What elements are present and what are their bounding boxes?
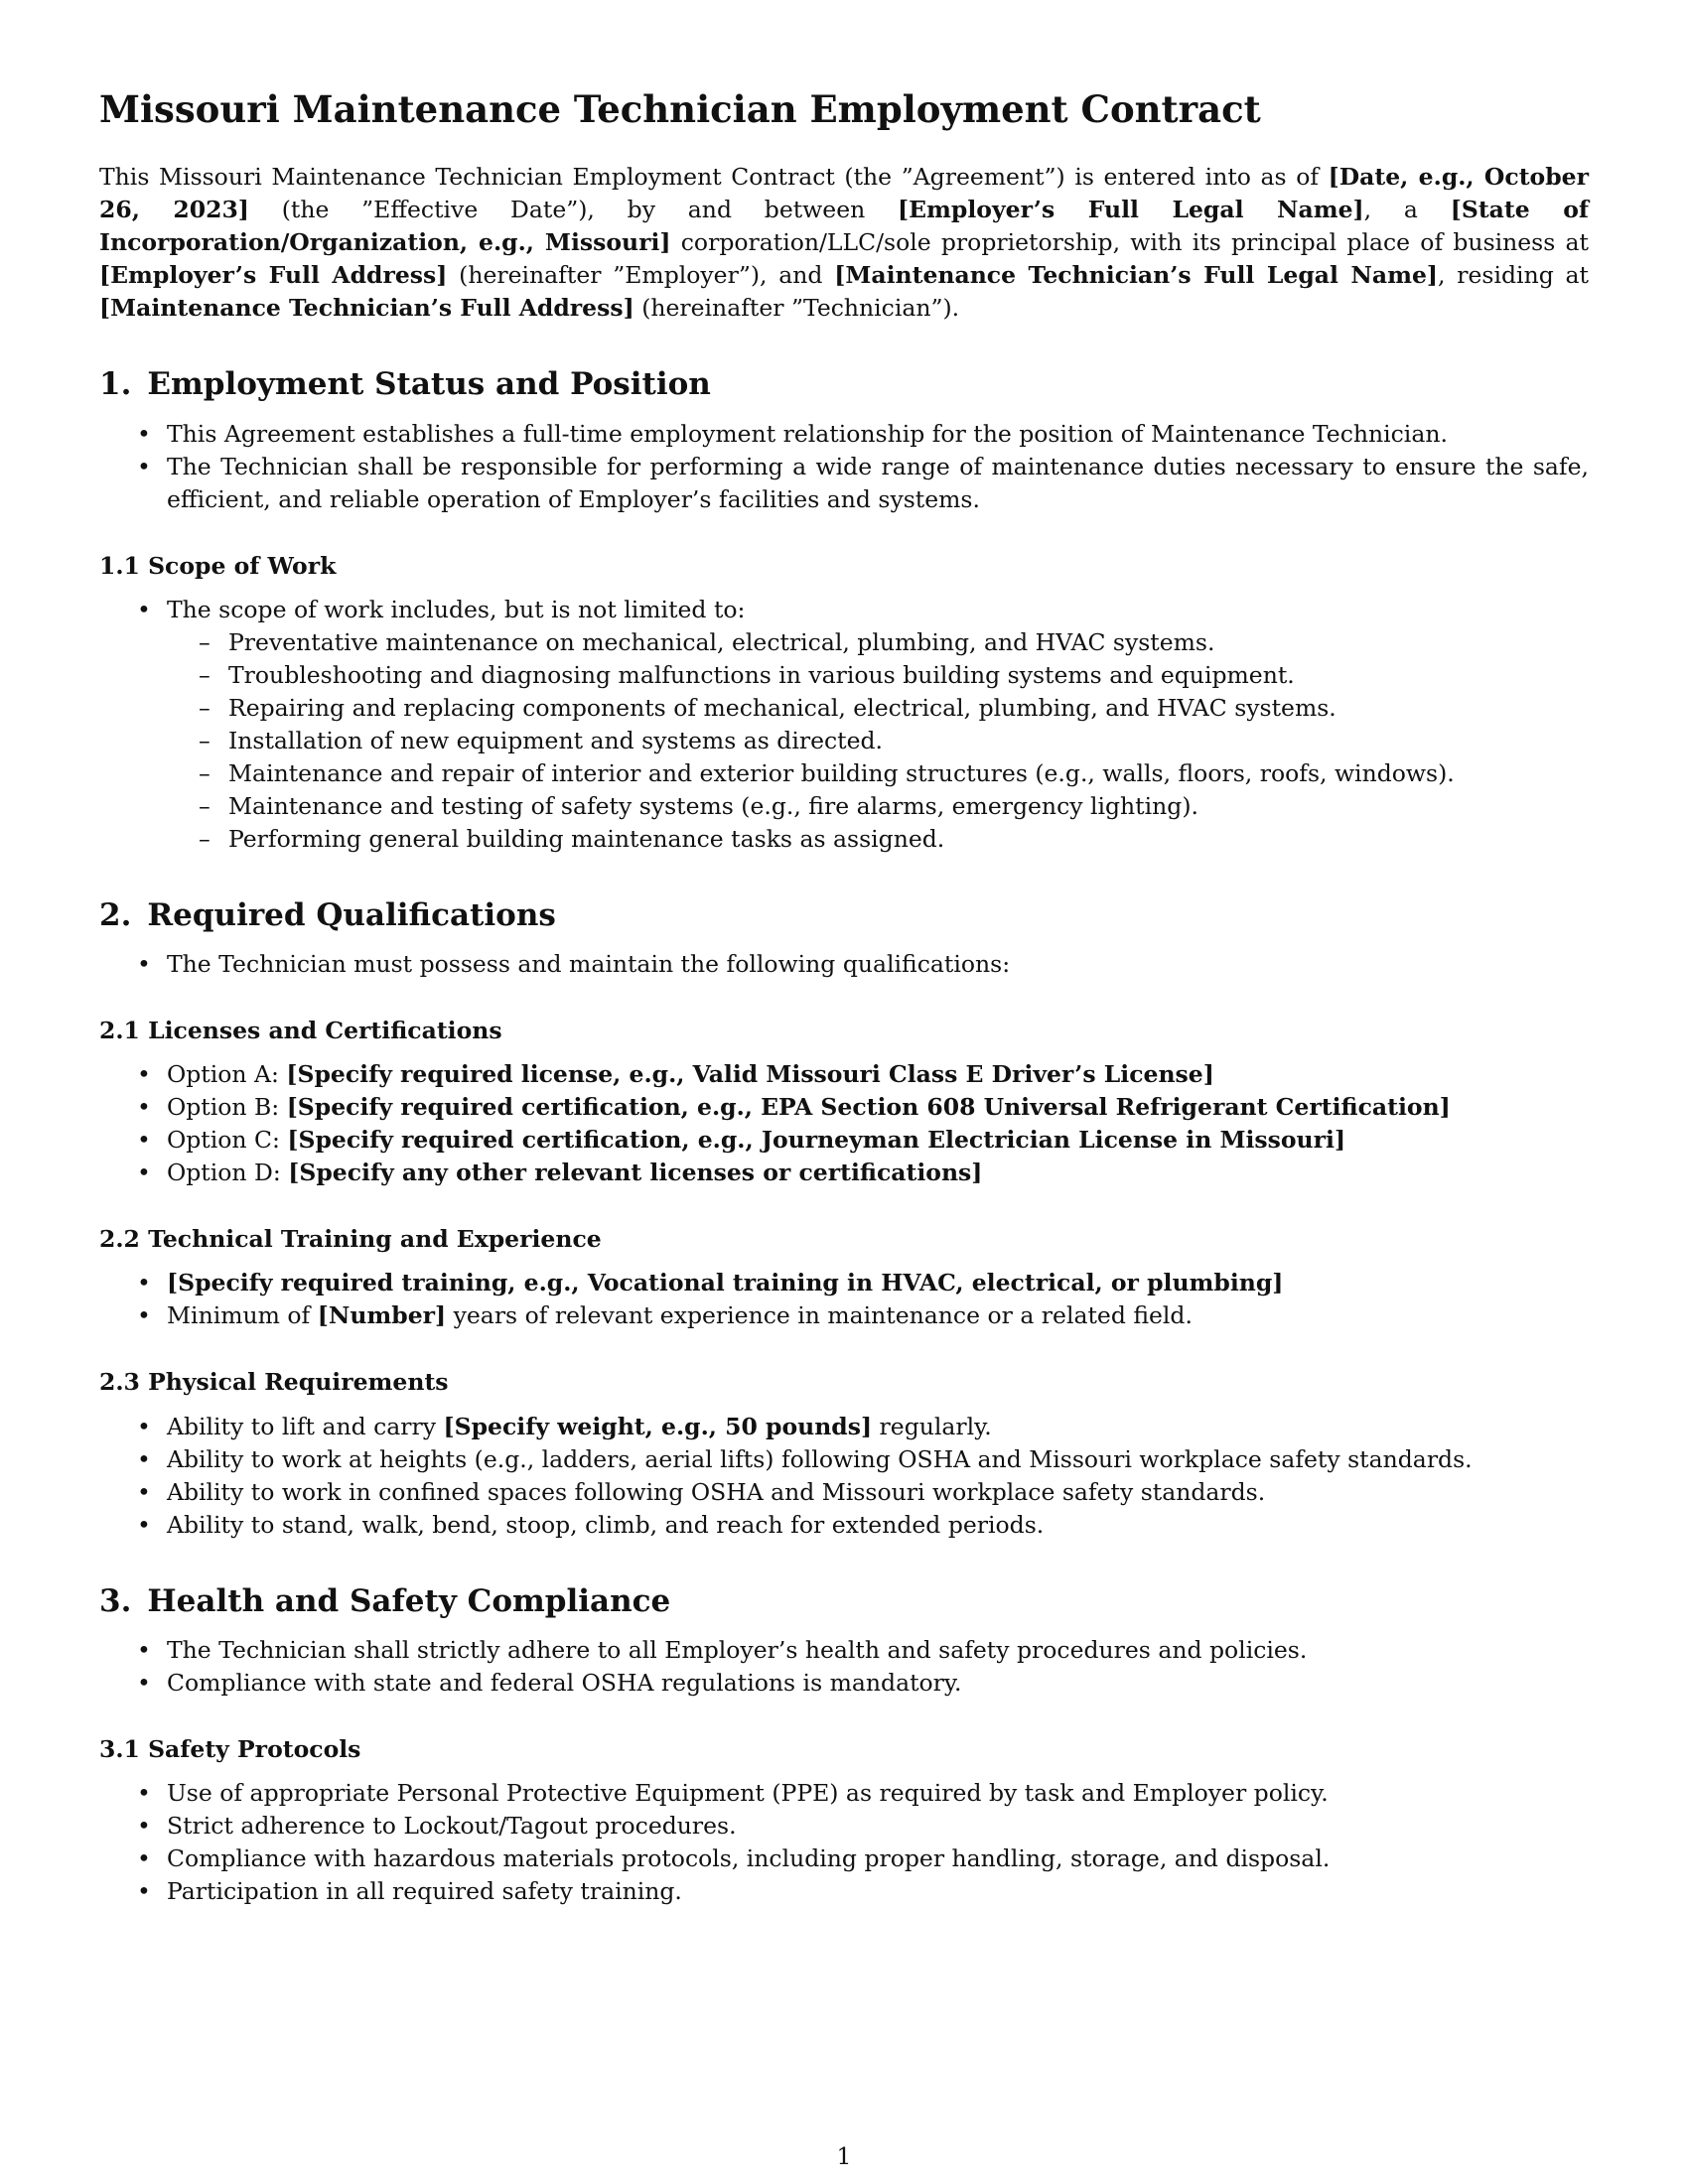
intro-text: (the ”Effective Date”), by and between [248, 196, 899, 224]
employer-address-placeholder: [Employer’s Full Address] [99, 261, 448, 290]
list-item: • The Technician must possess and maintain the following qualifications: [99, 948, 1589, 981]
list-item: • The Technician shall strictly adhere to all Employer’s health and safety procedures and policies. [99, 1634, 1589, 1667]
technician-address-placeholder: [Maintenance Technician’s Full Address] [99, 294, 634, 323]
section-1-heading [99, 366, 1589, 403]
subsection-2-2-heading: 2.2 Technical Training and Experience [99, 1225, 602, 1254]
document-title: Missouri Maintenance Technician Employment Contract [99, 87, 1261, 131]
section-number: 1. [99, 366, 132, 403]
list-item [99, 1411, 1589, 1443]
list-item: • The Technician shall be responsible for performing a wide range of maintenance duties necessary to ensure the safe, efficient, and reliable operation of Employer’s facilities and systems. [99, 451, 1589, 516]
item-text: Minimum of [167, 1301, 318, 1330]
physical-list [99, 1411, 1589, 1542]
section-2-heading [99, 897, 1589, 934]
employer-name-placeholder: [Employer’s Full Legal Name] [898, 196, 1364, 224]
intro-text: , a [1363, 196, 1451, 224]
option-label: Option B: [167, 1093, 287, 1122]
scope-list [99, 594, 1589, 856]
list-item [99, 1299, 1589, 1332]
sub-list-item: – Performing general building maintenance tasks as assigned. [99, 823, 1589, 856]
section-title: Employment Status and Position [147, 366, 711, 403]
sub-list-item: – Maintenance and repair of interior and exterior building structures (e.g., walls, floors, roofs, windows). [99, 757, 1589, 790]
subsection-1-1-heading: 1.1 Scope of Work [99, 551, 337, 580]
intro-text: This Missouri Maintenance Technician Employment Contract (the ”Agreement”) is entered into as of [99, 163, 1329, 192]
section-3-list [99, 1634, 1589, 1700]
scope-lead: The scope of work includes, but is not limited to: [167, 595, 746, 623]
list-item: • Ability to work at heights (e.g., ladders, aerial lifts) following OSHA and Missouri workplace safety standards. [99, 1443, 1589, 1476]
intro-paragraph [99, 161, 1589, 325]
item-text: Ability to lift and carry [167, 1412, 444, 1440]
sub-list-item: – Installation of new equipment and systems as directed. [99, 725, 1589, 757]
subsection-2-3-heading: 2.3 Physical Requirements [99, 1368, 449, 1397]
sub-list-item: – Maintenance and testing of safety systems (e.g., fire alarms, emergency lighting). [99, 790, 1589, 823]
weight-placeholder: [Specify weight, e.g., 50 pounds] [443, 1412, 873, 1440]
item-text: regularly. [872, 1412, 992, 1440]
page-number: 1 [836, 2142, 852, 2170]
list-item: • Ability to work in confined spaces following OSHA and Missouri workplace safety standards. [99, 1476, 1589, 1509]
intro-text: (hereinafter ”Employer”), and [447, 261, 835, 290]
certification-placeholder: [Specify required certification, e.g., Journeyman Electrician License in Missouri] [287, 1126, 1346, 1155]
safety-protocols-list [99, 1777, 1589, 1908]
state-placeholder: [State of Incorporation/Organization, e.g., Missouri] [99, 196, 1590, 257]
years-placeholder: [Number] [317, 1301, 447, 1330]
list-item: • Use of appropriate Personal Protective Equipment (PPE) as required by task and Employer policy. [99, 1777, 1589, 1810]
list-item: • Participation in all required safety training. [99, 1875, 1589, 1908]
list-item: • Ability to stand, walk, bend, stoop, climb, and reach for extended periods. [99, 1509, 1589, 1542]
section-3-heading [99, 1583, 1589, 1620]
intro-text: , residing at [1438, 261, 1589, 290]
option-label: Option D: [167, 1159, 289, 1187]
list-item [99, 594, 1589, 856]
training-list [99, 1267, 1589, 1332]
document-page [99, 87, 1589, 1908]
list-item [99, 1058, 1589, 1091]
section-number: 3. [99, 1582, 132, 1619]
option-label: Option A: [167, 1060, 287, 1089]
list-item: • Compliance with hazardous materials protocols, including proper handling, storage, and disposal. [99, 1843, 1589, 1875]
list-item [99, 1124, 1589, 1157]
section-title: Health and Safety Compliance [147, 1582, 671, 1619]
list-item [99, 1267, 1589, 1299]
scope-sublist [99, 626, 1589, 856]
list-item: • This Agreement establishes a full-time employment relationship for the position of Maintenance Technician. [99, 418, 1589, 451]
section-title: Required Qualifications [147, 896, 556, 933]
training-placeholder: [Specify required training, e.g., Vocational training in HVAC, electrical, or plumbing] [167, 1269, 1284, 1297]
sub-list-item: – Repairing and replacing components of mechanical, electrical, plumbing, and HVAC systems. [99, 692, 1589, 725]
option-label: Option C: [167, 1126, 288, 1155]
subsection-2-1-heading: 2.1 Licenses and Certifications [99, 1016, 502, 1044]
license-placeholder: [Specify required license, e.g., Valid Missouri Class E Driver’s License] [286, 1060, 1214, 1089]
effective-date-placeholder: [Date, e.g., October 26, 2023] [99, 163, 1589, 224]
sub-list-item: – Preventative maintenance on mechanical, electrical, plumbing, and HVAC systems. [99, 626, 1589, 659]
list-item [99, 1157, 1589, 1189]
item-text: years of relevant experience in maintenance or a related field. [446, 1301, 1193, 1330]
technician-name-placeholder: [Maintenance Technician’s Full Legal Name] [834, 261, 1439, 290]
list-item [99, 1091, 1589, 1124]
intro-text: corporation/LLC/sole proprietorship, with its principal place of business at [670, 228, 1590, 257]
subsection-3-1-heading: 3.1 Safety Protocols [99, 1734, 361, 1763]
sub-list-item: – Troubleshooting and diagnosing malfunctions in various building systems and equipment. [99, 659, 1589, 692]
section-2-list [99, 948, 1589, 981]
licenses-list [99, 1058, 1589, 1189]
certification-placeholder: [Specify required certification, e.g., EPA Section 608 Universal Refrigerant Certification] [286, 1093, 1451, 1122]
list-item: • Strict adherence to Lockout/Tagout procedures. [99, 1810, 1589, 1843]
list-item: • Compliance with state and federal OSHA regulations is mandatory. [99, 1667, 1589, 1700]
intro-text: (hereinafter ”Technician”). [633, 294, 960, 323]
section-number: 2. [99, 896, 132, 933]
other-licenses-placeholder: [Specify any other relevant licenses or certifications] [288, 1159, 983, 1187]
section-1-list [99, 418, 1589, 516]
